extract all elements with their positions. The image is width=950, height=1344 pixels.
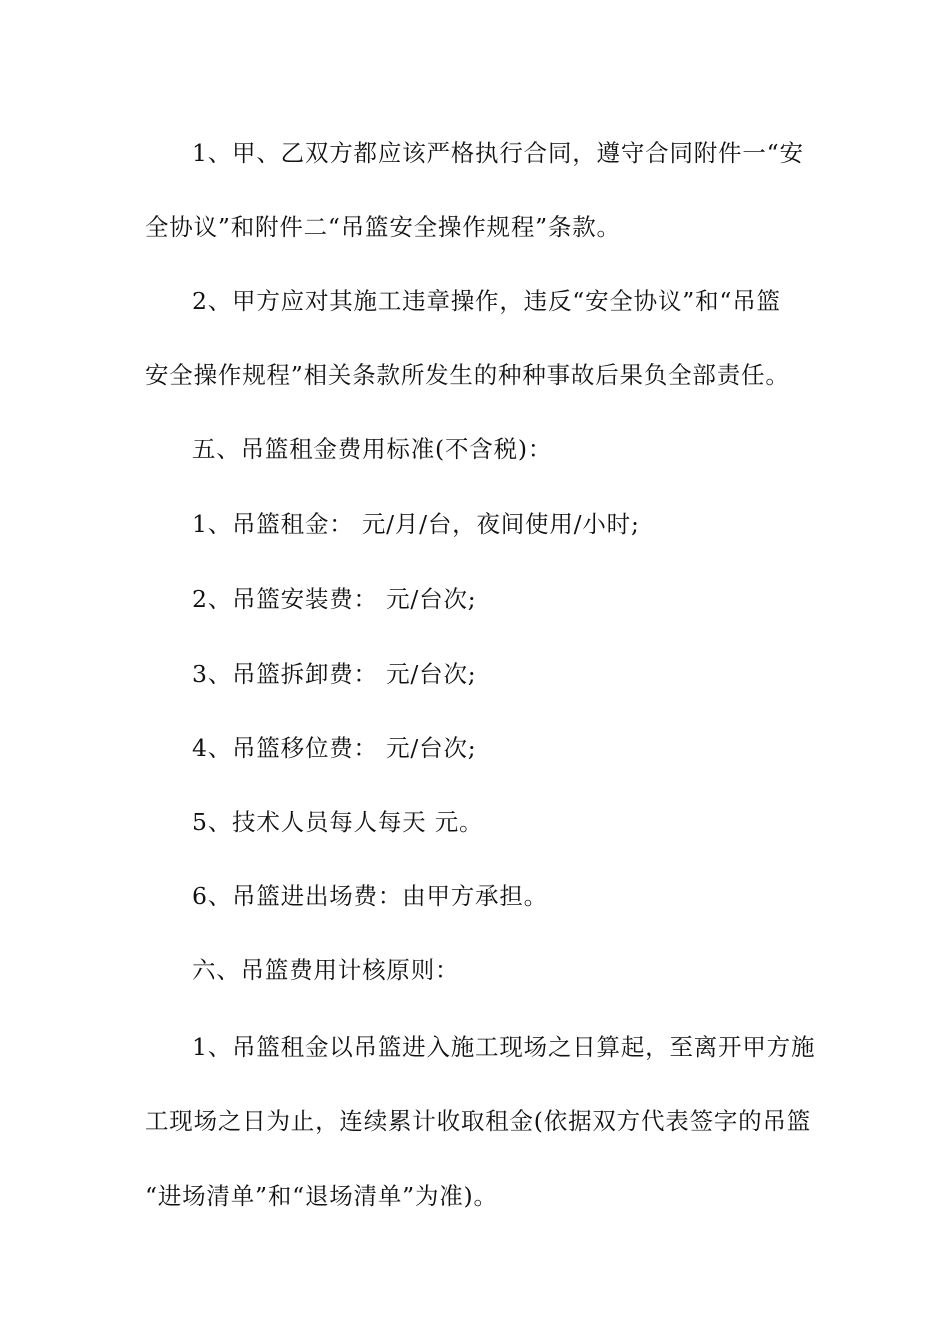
section-heading: 五、吊篮租金费用标准(不含税)： bbox=[192, 435, 553, 463]
paragraph-line: 1、甲、乙双方都应该严格执行合同，遵守合同附件一“安 bbox=[192, 139, 804, 167]
paragraph-line: 工现场之日为止，连续累计收取租金(依据双方代表签字的吊篮 bbox=[145, 1107, 812, 1135]
list-item: 6、吊篮进出场费：由甲方承担。 bbox=[192, 882, 548, 910]
paragraph-line: 2、甲方应对其施工违章操作，违反“安全协议”和“吊篮 bbox=[192, 287, 781, 315]
list-item: 2、吊篮安装费： 元/台次; bbox=[192, 585, 477, 613]
paragraph-line: “进场清单”和“退场清单”为准)。 bbox=[145, 1182, 498, 1210]
list-item: 4、吊篮移位费： 元/台次; bbox=[192, 734, 477, 762]
paragraph-line: 全协议”和附件二“吊篮安全操作规程”条款。 bbox=[145, 213, 621, 241]
paragraph-line: 安全操作规程”相关条款所发生的种种事故后果负全部责任。 bbox=[145, 361, 790, 389]
paragraph-line: 1、吊篮租金以吊篮进入施工现场之日算起，至离开甲方施 bbox=[192, 1033, 816, 1061]
list-item: 5、技术人员每人每天 元。 bbox=[192, 808, 484, 836]
list-item: 3、吊篮拆卸费： 元/台次; bbox=[192, 660, 477, 688]
list-item: 1、吊篮租金： 元/月/台，夜间使用/小时; bbox=[192, 510, 640, 538]
section-heading: 六、吊篮费用计核原则： bbox=[192, 956, 460, 984]
